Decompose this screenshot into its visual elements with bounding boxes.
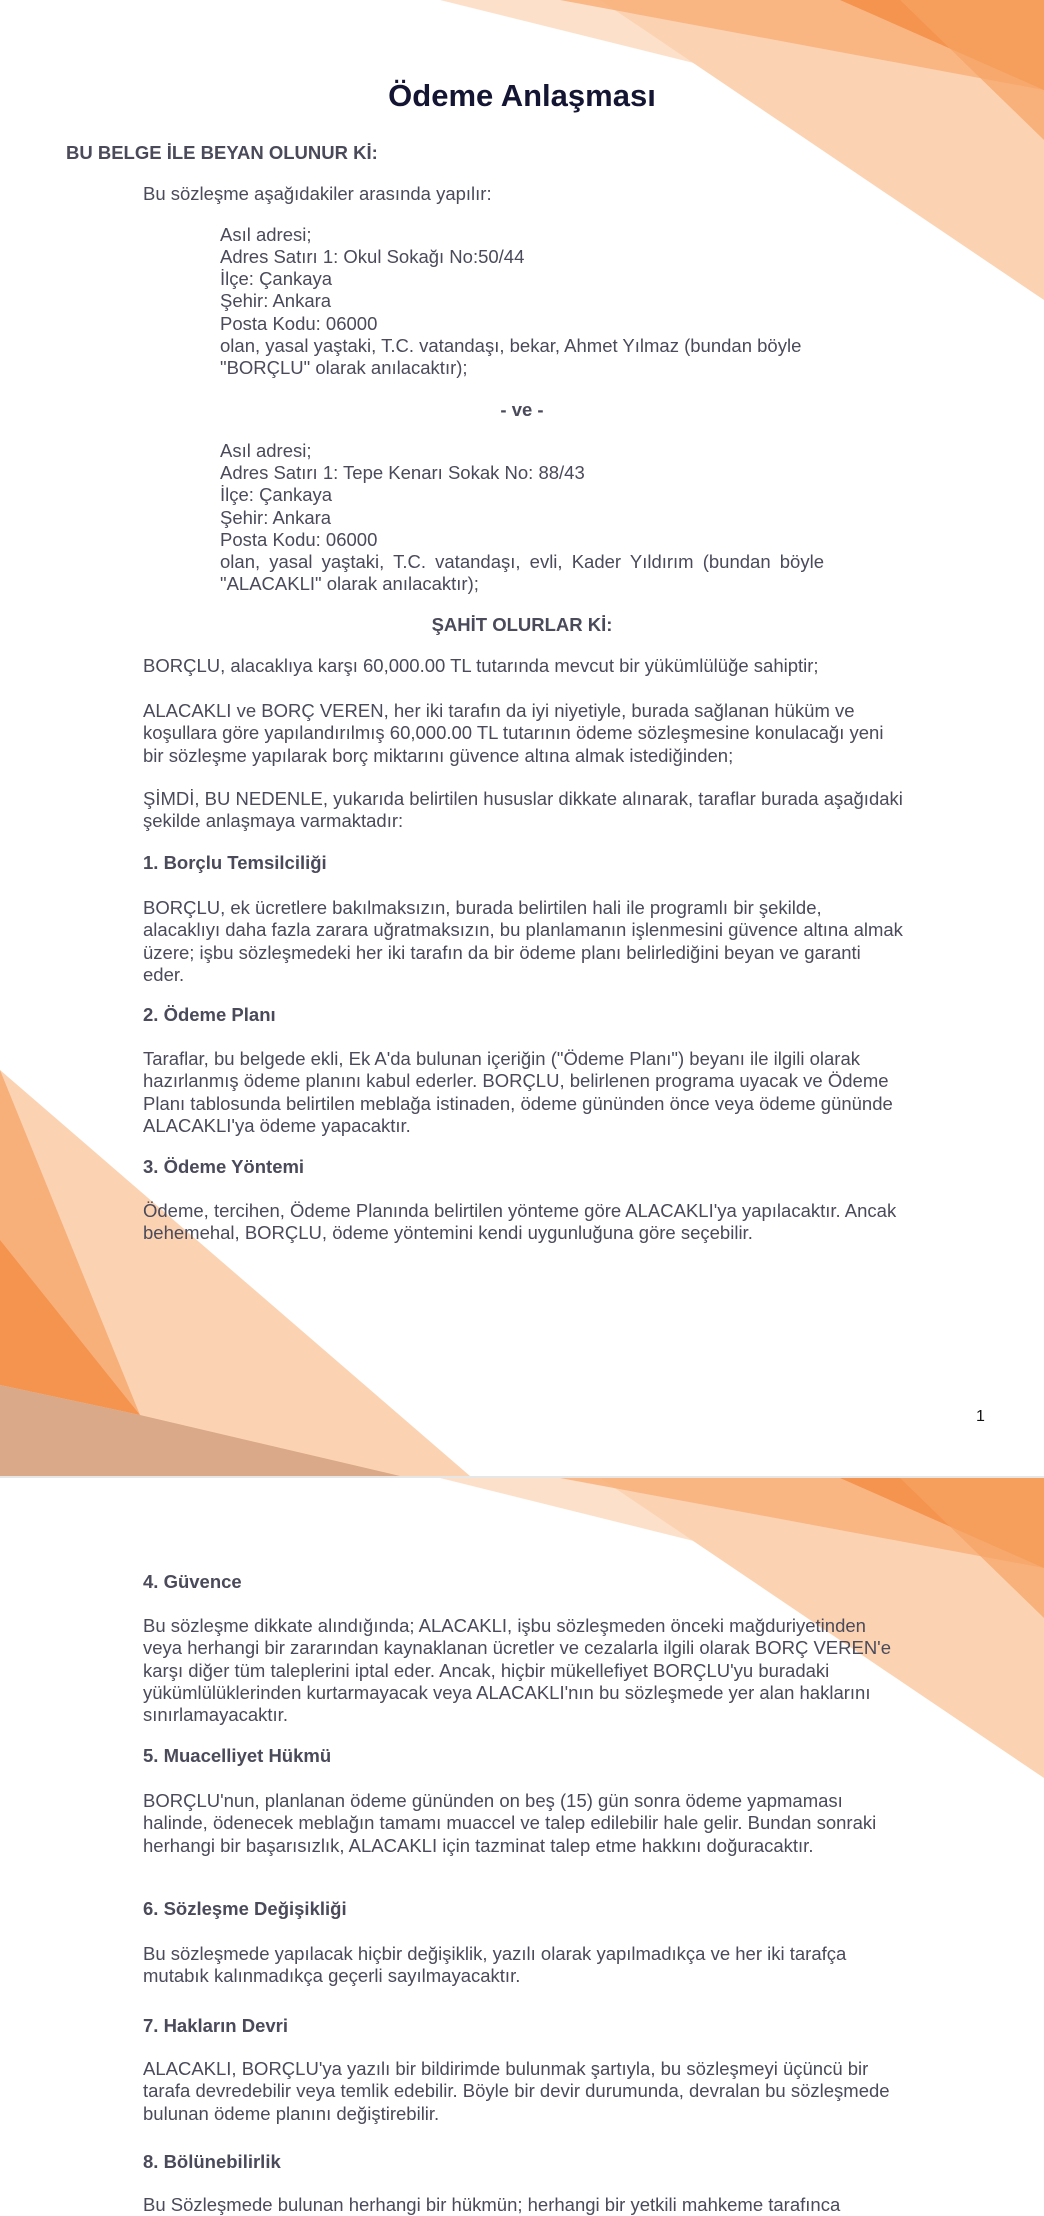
section-body: Ödeme, tercihen, Ödeme Planında belirtilen yönteme göre ALACAKLI'ya yapılacaktır. Ancak behemehal, BORÇLU, ödeme yöntemini kendi uygunluğuna göre seçebilir. [143, 1200, 897, 1244]
declaration-heading: BU BELGE İLE BEYAN OLUNUR Kİ: [66, 142, 378, 163]
party-2-address-line: Adres Satırı 1: Tepe Kenarı Sokak No: 88/43 [220, 462, 585, 483]
party-2-description: olan, yasal yaştaki, T.C. vatandaşı, evli, Kader Yıldırım (bundan böyle "ALACAKLI" olarak anılacaktır); [220, 551, 824, 595]
section-heading: 1. Borçlu Temsilciliği [143, 852, 327, 873]
recital-2: ALACAKLI ve BORÇ VEREN, her iki tarafın da iyi niyetiyle, burada sağlanan hüküm ve koşullara göre yapılandırılmış 60,000.00 TL tutarının ödeme sözleşmesine konulacağı yeni bir sözleşme yapılarak borç miktarını güvence altına almak istediğinden; [143, 700, 884, 766]
section-heading: 7. Hakların Devri [143, 2015, 288, 2036]
party-1-address-line: Posta Kodu: 06000 [220, 313, 378, 334]
section-heading: 2. Ödeme Planı [143, 1004, 276, 1025]
section-body: Bu Sözleşmede bulunan herhangi bir hükmün; herhangi bir yetkili mahkeme tarafınca [143, 2194, 841, 2215]
section-heading: 6. Sözleşme Değişikliği [143, 1898, 347, 1919]
party-1-description: olan, yasal yaştaki, T.C. vatandaşı, bekar, Ahmet Yılmaz (bundan böyle "BORÇLU" olarak anılacaktır); [220, 335, 802, 379]
party-1-address-line: Şehir: Ankara [220, 290, 332, 311]
party-1-address-line: Adres Satırı 1: Okul Sokağı No:50/44 [220, 246, 525, 267]
section-heading: 5. Muacelliyet Hükmü [143, 1745, 332, 1766]
section-heading: 3. Ödeme Yöntemi [143, 1156, 305, 1177]
party-2-address-line: Posta Kodu: 06000 [220, 529, 378, 550]
section-body: ALACAKLI, BORÇLU'ya yazılı bir bildirimde bulunmak şartıyla, bu sözleşmeyi üçüncü bir tarafa devredebilir veya temlik edebilir. Böyle bir devir durumunda, devralan bu sözleşmede bulunan ödeme planını değiştirebilir. [143, 2058, 890, 2124]
party-1-address-line: İlçe: Çankaya [220, 268, 333, 289]
party-1-address-line: Asıl adresi; [220, 224, 312, 245]
party-2-address-line: Şehir: Ankara [220, 507, 332, 528]
section-body: Taraflar, bu belgede ekli, Ek A'da bulunan içeriğin ("Ödeme Planı") beyanı ile ilgili olarak hazırlanmış ödeme planını kabul ederler. BORÇLU, belirlenen programa uyacak ve Ödeme Planı tablosunda belirtilen meblağa istinaden, ödeme gününden önce veya ödeme gününde ALACAKLI'ya ödeme yapacaktır. [143, 1048, 893, 1136]
section-body: Bu sözleşme dikkate alındığında; ALACAKLI, işbu sözleşmeden önceki mağduriyetinden veya herhangi bir zararından kaynaklanan ücretler ve cezalarla ilgili olarak BORÇ VEREN'e karşı diğer tüm taleplerini iptal eder. Ancak, hiçbir mükellefiyet BORÇLU'yu buradaki yükümlülüklerinden kurtarmayacak veya ALACAKLI'nın bu sözleşmede yer alan haklarını sınırlamayacaktır. [143, 1615, 892, 1726]
section-body: Bu sözleşmede yapılacak hiçbir değişiklik, yazılı olarak yapılmadıkça ve her iki tarafça mutabık kalınmadıkça geçerli sayılmayacaktır. [143, 1943, 847, 1987]
page-number: 1 [976, 1408, 985, 1425]
section-body: BORÇLU'nun, planlanan ödeme gününden on beş (15) gün sonra ödeme yapmaması halinde, ödenecek meblağın tamamı muaccel ve talep edilebilir hale gelir. Bundan sonraki herhangi bir başarısızlık, ALACAKLI için tazminat talep etme hakkını doğuracaktır. [143, 1790, 877, 1856]
and-separator: - ve - [500, 399, 544, 420]
party-2-address-line: İlçe: Çankaya [220, 484, 333, 505]
section-body: BORÇLU, ek ücretlere bakılmaksızın, burada belirtilen hali ile programlı bir şekilde, alacaklıyı daha fazla zarara uğratmaksızın, bu planlamanın işlenmesini güvence altına almak üzere; işbu sözleşmedeki her iki tarafın da bir ödeme planı belirlediğini beyan ve garanti eder. [143, 897, 903, 985]
recital-3: ŞİMDİ, BU NEDENLE, yukarıda belirtilen hususlar dikkate alınarak, taraflar burada aşağıdaki şekilde anlaşmaya varmaktadır: [143, 788, 903, 832]
party-2-address-line: Asıl adresi; [220, 440, 312, 461]
recital-1: BORÇLU, alacaklıya karşı 60,000.00 TL tutarında mevcut bir yükümlülüğe sahiptir; [143, 655, 819, 676]
witness-heading: ŞAHİT OLURLAR Kİ: [431, 614, 613, 635]
document-page-2 [0, 1478, 1044, 2216]
document-title: Ödeme Anlaşması [388, 78, 656, 113]
section-heading: 4. Güvence [143, 1571, 242, 1592]
section-heading: 8. Bölünebilirlik [143, 2151, 281, 2172]
intro-text: Bu sözleşme aşağıdakiler arasında yapılır: [143, 183, 492, 204]
